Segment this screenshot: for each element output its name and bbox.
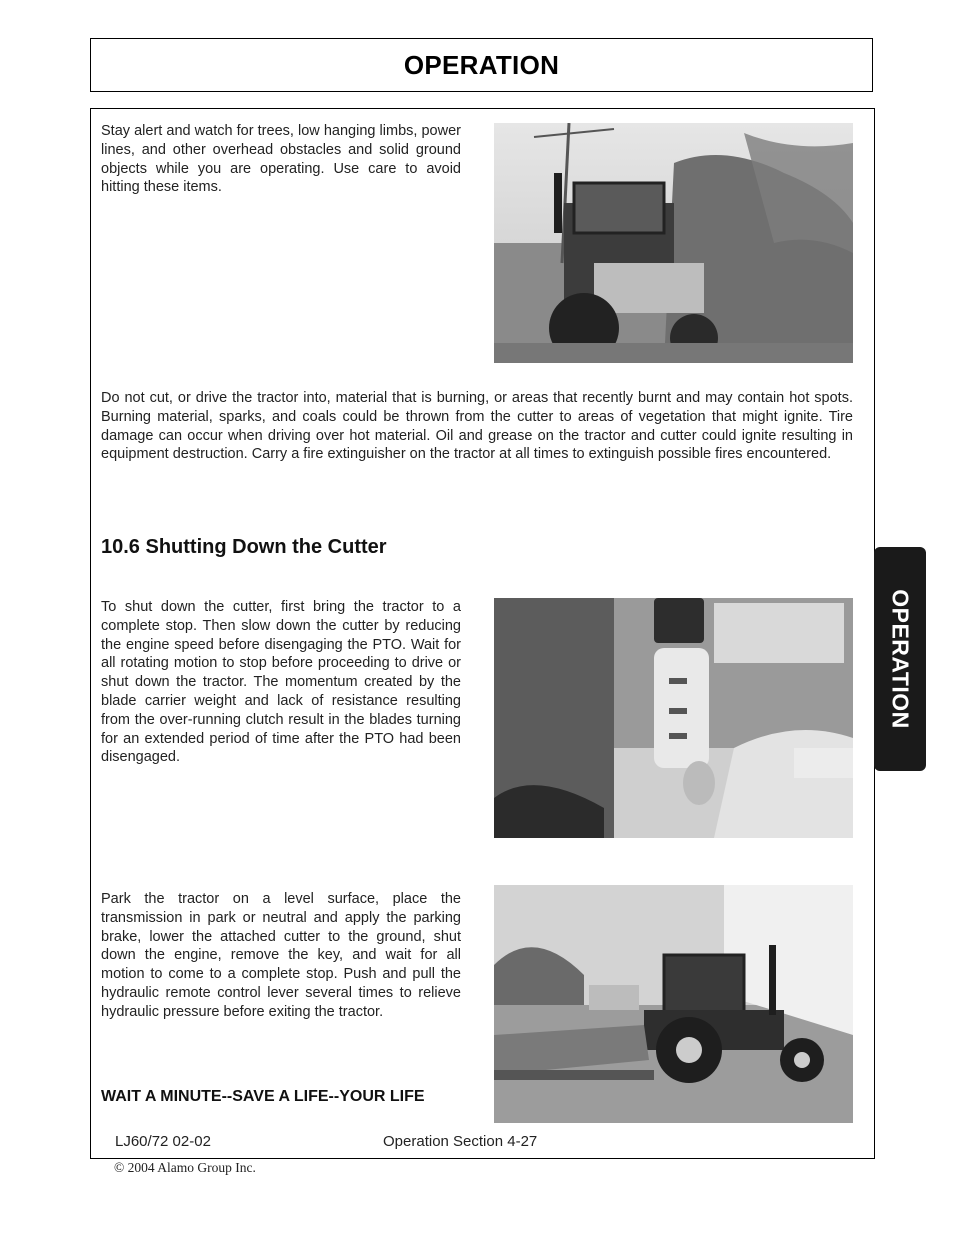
copyright-notice: © 2004 Alamo Group Inc. xyxy=(114,1160,256,1175)
pto-control-lever-photo xyxy=(494,598,853,838)
page-reference: Operation Section 4-27 xyxy=(383,1133,538,1150)
section-side-tab xyxy=(874,547,926,771)
document-id: LJ60/72 02-02 xyxy=(115,1133,211,1150)
obstacles-paragraph: Stay alert and watch for trees, low hanging limbs, power lines, and other overhead obstacles and solid ground objects while you are operating. Use care to avoid hitting these items. xyxy=(101,123,461,196)
fire-paragraph: Do not cut, or drive the tractor into, material that is burning, or areas that recently burnt and may contain hot spots. Burning material, sparks, and coals could be thrown from the cutter to areas of vegetation that might ignite. Tire damage can occur when driving over hot material. Oil and grease on the tractor and cutter could ignite resulting in equipment destruction. Carry a fire extinguisher on the tractor at all times to extinguish possible fires encountered. xyxy=(101,390,853,463)
header-box xyxy=(90,38,873,92)
page-title: OPERATION xyxy=(403,49,560,80)
content-box xyxy=(90,108,875,1159)
side-tab-label: OPERATION xyxy=(887,589,914,729)
tractor-in-brush-photo xyxy=(494,123,853,363)
parked-tractor-with-cutter-photo xyxy=(494,885,853,1123)
section-heading: 10.6 Shutting Down the Cutter xyxy=(101,536,387,558)
safety-slogan: WAIT A MINUTE--SAVE A LIFE--YOUR LIFE xyxy=(101,1088,425,1105)
shutdown-paragraph: To shut down the cutter, first bring the tractor to a complete stop. Then slow down the cutter by reducing the engine speed before disengaging the PTO. Wait for all rotating motion to stop before proceeding to drive or shut down the tractor. The momentum created by the blade carrier weight and lack of resistance resulting from the over-running clutch result in the blades turning for an extended period of time after the PTO had been disengaged. xyxy=(101,599,461,766)
park-paragraph: Park the tractor on a level surface, place the transmission in park or neutral and apply the parking brake, lower the attached cutter to the ground, shut down the engine, remove the key, and wait for all motion to come to a complete stop. Push and pull the hydraulic remote control lever several times to relieve hydraulic pressure before exiting the tractor. xyxy=(101,891,461,1020)
